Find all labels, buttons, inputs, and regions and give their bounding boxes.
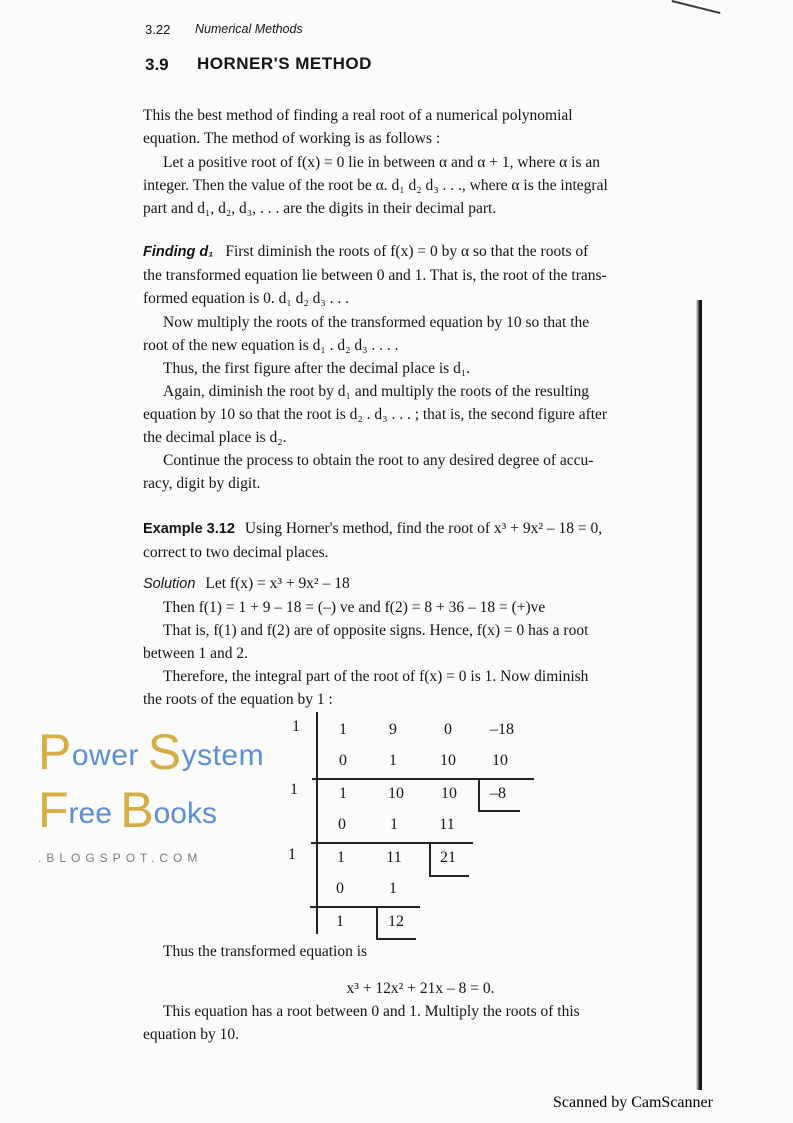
finding-d1-paragraph <box>143 240 698 310</box>
watermark-logo-line-2 <box>38 782 217 838</box>
text-line: Again, diminish the root by d₁ and multiply the roots of the resulting <box>163 383 590 400</box>
text-line <box>143 572 698 596</box>
finding-d1-heading: Finding d₁ <box>143 244 214 260</box>
table-cell: 9 <box>389 721 397 738</box>
table-cell: 11 <box>439 816 455 833</box>
remainder-box-bottom <box>429 875 469 877</box>
scanner-stamp: Scanned by CamScanner <box>553 1094 713 1111</box>
table-cell: 10 <box>388 785 404 802</box>
text-line: root of the new equation is d₁ . d₂ d₃ . . . . <box>143 337 399 354</box>
logo-text: ystem <box>181 739 265 772</box>
logo-letter: B <box>120 782 154 838</box>
text-line: integer. Then the value of the root be α. d₁ d₂ d₃ . . ., where α is the integral <box>143 177 608 194</box>
text-line: part and d₁, d₂, d₃, . . . are the digits in their decimal part. <box>143 200 497 217</box>
text-line <box>143 517 698 541</box>
watermark-tagline: .BLOGSPOT.COM <box>38 851 203 865</box>
running-header-page-number: 3.22 <box>145 22 171 37</box>
watermark-logo-line-1 <box>38 724 265 780</box>
divisor: 1 <box>290 781 298 798</box>
running-header-book-title: Numerical Methods <box>195 22 303 36</box>
text-line: Therefore, the integral part of the root of f(x) = 0 is 1. Now diminish <box>163 668 589 685</box>
text-line: Now multiply the roots of the transformed equation by 10 so that the <box>163 314 590 331</box>
table-cell: 0 <box>444 721 452 738</box>
section-title: HORNER'S METHOD <box>197 54 372 73</box>
section-number: 3.9 <box>145 55 169 74</box>
table-cell: 1 <box>336 913 344 930</box>
text-line: Thus, the first figure after the decimal place is d₁. <box>163 360 471 377</box>
example-heading: Example 3.12 <box>143 521 235 537</box>
text-line: Continue the process to obtain the root to any desired degree of accu- <box>163 452 594 469</box>
table-cell: 1 <box>339 721 347 738</box>
text-line: the roots of the equation by 1 : <box>143 691 333 708</box>
table-cell: 1 <box>339 785 347 802</box>
table-cell: 1 <box>337 849 345 866</box>
remainder-box-bottom <box>478 810 520 812</box>
text-line: racy, digit by digit. <box>143 475 261 492</box>
equation-line: x³ + 12x² + 21x – 8 = 0. <box>346 980 495 997</box>
finding-paragraph-3 <box>143 357 698 380</box>
final-paragraph <box>143 1000 698 1046</box>
table-divider-horizontal <box>312 778 534 780</box>
table-cell: 10 <box>441 785 457 802</box>
solution-paragraph <box>143 572 698 711</box>
logo-letter: S <box>147 724 182 780</box>
remainder-box-left <box>478 778 480 811</box>
logo-text: ree <box>68 797 121 830</box>
text-line-part: First diminish the roots of f(x) = 0 by α so that the roots of <box>225 243 589 260</box>
remainder-cell: 21 <box>440 849 456 866</box>
remainder-box-left <box>429 842 431 876</box>
logo-text: ower <box>71 739 148 772</box>
finding-paragraph-4 <box>143 380 698 449</box>
solution-heading: Solution <box>143 576 196 592</box>
logo-letter: P <box>38 724 72 780</box>
text-line: Then f(1) = 1 + 9 – 18 = (–) ve and f(2) = 8 + 36 – 18 = (+)ve <box>163 599 546 616</box>
table-divider-horizontal <box>310 906 420 908</box>
text-line: equation by 10 so that the root is d₂ . d₃ . . . ; that is, the second figure after <box>143 406 608 423</box>
table-cell: 1 <box>389 752 397 769</box>
table-divider-horizontal <box>311 842 473 844</box>
remainder-box-left <box>376 906 378 939</box>
table-cell: 1 <box>390 816 398 833</box>
intro-paragraph-2 <box>143 151 698 220</box>
text-line-part: Let f(x) = x³ + 9x² – 18 <box>205 575 350 592</box>
text-line: the transformed equation lie between 0 and 1. That is, the root of the trans- <box>143 267 607 284</box>
text-line: formed equation is 0. d₁ d₂ d₃ . . . <box>143 290 350 307</box>
finding-paragraph-2 <box>143 311 698 357</box>
text-line: equation. The method of working is as follows : <box>143 130 441 147</box>
logo-letter: F <box>38 782 69 838</box>
table-cell: 10 <box>440 752 456 769</box>
divisor: 1 <box>288 846 296 863</box>
text-line: This equation has a root between 0 and 1. Multiply the roots of this <box>163 1003 580 1020</box>
transformed-equation <box>143 977 698 1000</box>
text-line-part: Using Horner's method, find the root of x³ + 9x² – 18 = 0, <box>244 520 603 537</box>
finding-paragraph-5 <box>143 449 698 495</box>
table-cell: –18 <box>490 721 514 738</box>
remainder-cell: 12 <box>388 913 404 930</box>
page-corner-mark <box>672 0 721 14</box>
text-line: between 1 and 2. <box>143 645 249 662</box>
table-cell: 0 <box>336 880 344 897</box>
text-line: Let a positive root of f(x) = 0 lie in between α and α + 1, where α is an <box>163 154 600 171</box>
transformed-equation-intro <box>143 940 698 963</box>
divisor: 1 <box>292 718 300 735</box>
logo-text: ooks <box>153 797 217 830</box>
text-line: Thus the transformed equation is <box>163 943 368 960</box>
text-line: correct to two decimal places. <box>143 544 329 561</box>
table-cell: 0 <box>338 816 346 833</box>
text-line: That is, f(1) and f(2) are of opposite signs. Hence, f(x) = 0 has a root <box>163 622 589 639</box>
example-paragraph <box>143 517 698 564</box>
text-line: This the best method of finding a real root of a numerical polynomial <box>143 107 573 124</box>
remainder-cell: –8 <box>490 785 506 802</box>
table-cell: 0 <box>339 752 347 769</box>
table-cell: 10 <box>492 752 508 769</box>
table-cell: 1 <box>389 880 397 897</box>
table-cell: 11 <box>386 849 402 866</box>
text-line <box>143 240 698 264</box>
text-line: the decimal place is d₂. <box>143 429 287 446</box>
table-divider-vertical <box>316 712 318 934</box>
intro-paragraph-1 <box>143 104 698 150</box>
text-line: equation by 10. <box>143 1026 239 1043</box>
